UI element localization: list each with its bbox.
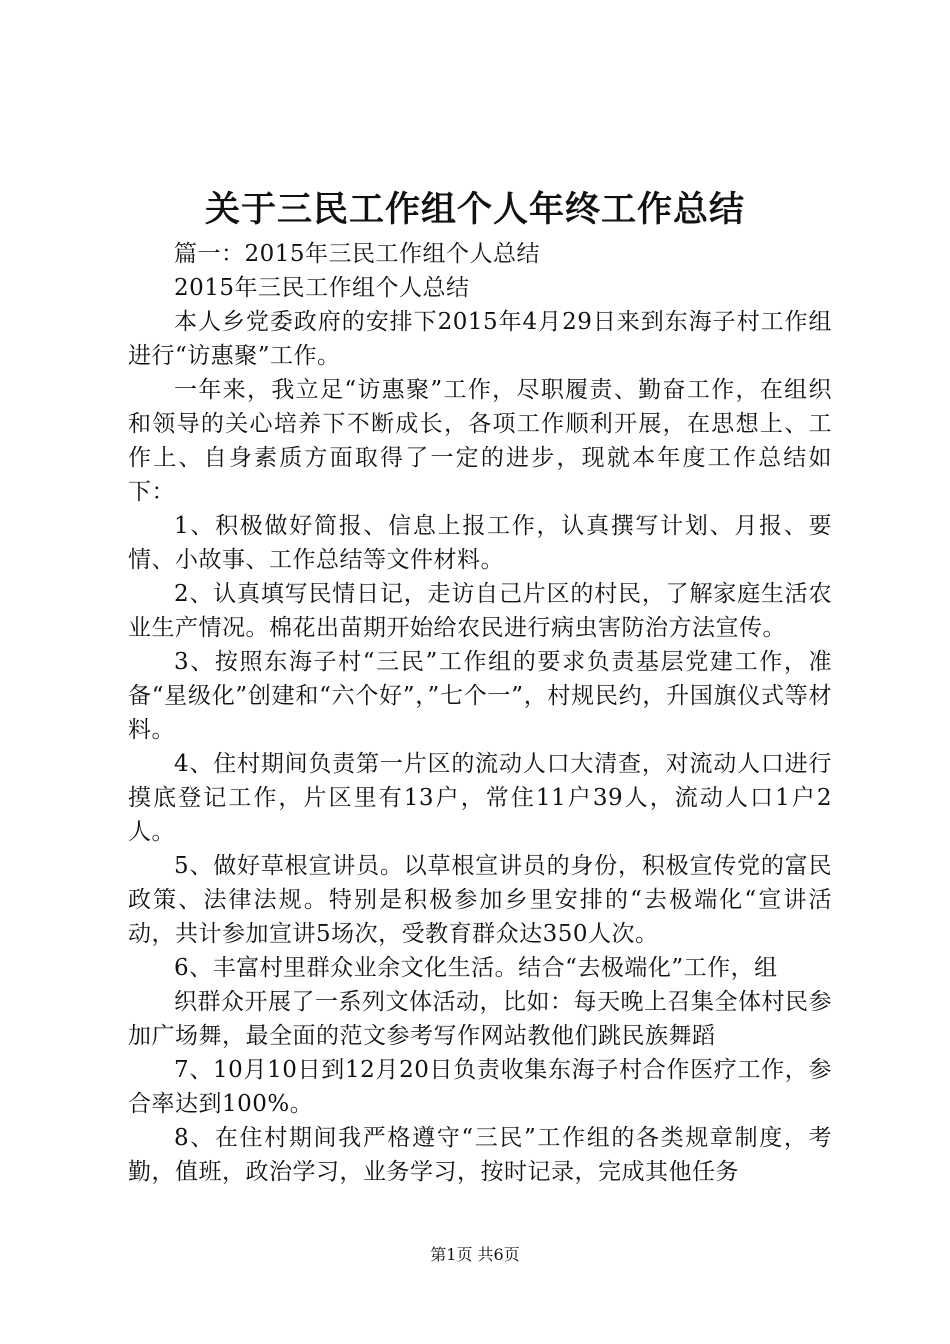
document-title: 关于三民工作组个人年终工作总结 (204, 189, 745, 230)
list-item: 1、积极做好简报、信息上报工作，认真撰写计划、月报、要情、小故事、工作总结等文件材料。 (128, 513, 832, 573)
list-item: 5、做好草根宣讲员。以草根宣讲员的身份，积极宣传党的富民政策、法律法规。特别是积极参加乡里安排的“去极端化“宣讲活动，共计参加宣讲5场次，受教育群众达350人次。 (128, 853, 832, 947)
document-body (128, 237, 832, 1189)
list-item: 7、10月10日到12月20日负责收集东海子村合作医疗工作，参合率达到100%。 (128, 1057, 832, 1117)
list-item: 6、丰富村里群众业余文化生活。结合“去极端化”工作，组 (174, 955, 778, 981)
paragraph: 一年来，我立足“访惠聚”工作，尽职履责、勤奋工作，在组织和领导的关心培养下不断成长，各项工作顺利开展，在思想上、工作上、自身素质方面取得了一定的进步，现就本年度工作总结如下： (128, 377, 832, 505)
paragraph: 织群众开展了一系列文体活动，比如：每天晚上召集全体村民参加广场舞，最全面的范文参考写作网站教他们跳民族舞蹈 (128, 989, 832, 1049)
subsection-heading: 2015年三民工作组个人总结 (174, 275, 470, 301)
list-item: 2、认真填写民情日记，走访自己片区的村民，了解家庭生活农业生产情况。棉花出苗期开始给农民进行病虫害防治方法宣传。 (128, 581, 832, 641)
section-heading: 篇一：2015年三民工作组个人总结 (174, 241, 541, 267)
list-item: 8、在住村期间我严格遵守“三民”工作组的各类规章制度，考勤，值班，政治学习，业务学习，按时记录，完成其他任务 (128, 1125, 832, 1185)
paragraph: 本人乡党委政府的安排下2015年4月29日来到东海子村工作组进行“访惠聚”工作。 (128, 309, 832, 369)
list-item: 4、住村期间负责第一片区的流动人口大清查，对流动人口进行摸底登记工作，片区里有13户，常住11户39人，流动人口1户2人。 (128, 751, 832, 845)
list-item: 3、按照东海子村“三民”工作组的要求负责基层党建工作，准备“星级化”创建和“六个好”，”七个一”，村规民约，升国旗仪式等材料。 (128, 649, 832, 743)
page-footer: 第1页 共6页 (430, 1245, 520, 1264)
